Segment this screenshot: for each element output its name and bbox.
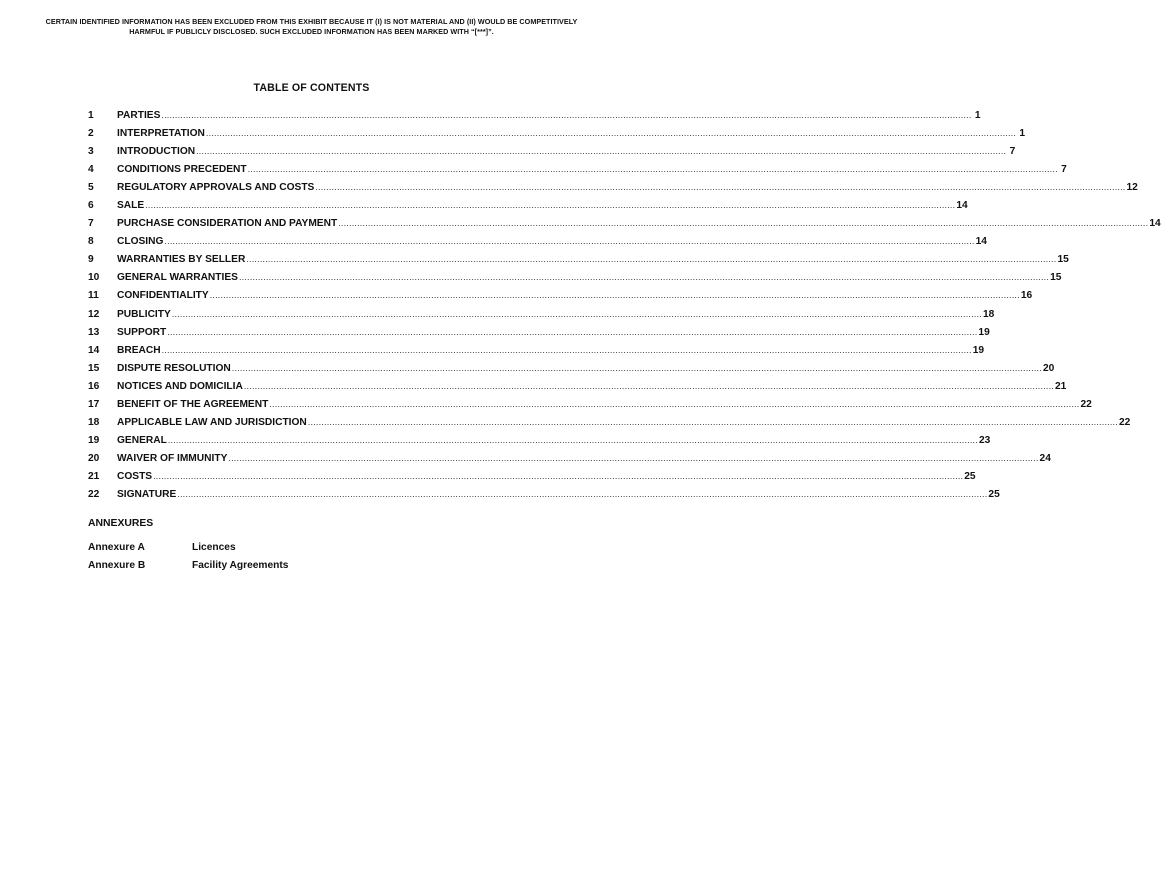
toc-entry-heading: REGULATORY APPROVALS AND COSTS [117, 182, 315, 194]
toc-entry-number: 11 [88, 290, 99, 302]
toc-entry-number: 16 [88, 380, 100, 392]
toc-entry-page: 22 [1118, 416, 1131, 428]
toc-entry-number: 14 [88, 344, 100, 356]
toc-entry [88, 308, 995, 327]
toc-dot-leader: ............................................................................................................................................................................................................................................................................................................ [238, 272, 1050, 283]
toc-entry-page: 19 [978, 326, 990, 338]
toc-entry-number: 2 [88, 128, 94, 140]
toc-entry [88, 470, 976, 489]
toc-entry-page: 16 [1020, 290, 1033, 302]
toc-entry-number: 17 [88, 398, 100, 410]
toc-entry-number: 5 [88, 182, 94, 194]
toc-entry-number: 18 [88, 416, 100, 428]
toc-entry-heading: PUBLICITY [117, 308, 171, 320]
toc-entry-heading: BENEFIT OF THE AGREEMENT [117, 398, 269, 410]
toc-entry-number: 20 [88, 452, 100, 464]
toc-entry-number: 12 [88, 308, 100, 320]
toc-entry-heading: GENERAL WARRANTIES [117, 272, 238, 284]
toc-entry-heading: PURCHASE CONSIDERATION AND PAYMENT [117, 218, 338, 230]
toc-entry-page: 7 [1009, 146, 1016, 158]
toc-entry [88, 164, 1067, 182]
toc-dot-leader: ............................................................................................................................................................................................................................................................................................................ [167, 434, 978, 445]
annexure-item [88, 560, 288, 578]
toc-entry-heading: APPLICABLE LAW AND JURISDICTION [117, 416, 307, 428]
toc-entry-number: 1 [88, 110, 94, 121]
toc-entry-heading: WAIVER OF IMMUNITY [117, 452, 228, 464]
toc-entry-heading: WARRANTIES BY SELLER [117, 254, 246, 266]
toc-entry-page: 14 [975, 236, 987, 248]
toc-entry-page: 19 [972, 344, 985, 356]
toc-entry-number: 4 [88, 164, 94, 176]
toc-dot-leader: ............................................................................................................................................................................................................................................................................................................ [161, 110, 972, 120]
toc-entry-page: 15 [1057, 254, 1069, 266]
toc-entry-heading: PARTIES [117, 110, 161, 121]
toc-entry-number: 3 [88, 146, 94, 158]
toc-dot-leader: ............................................................................................................................................................................................................................................................................................................ [247, 164, 1058, 175]
toc-dot-leader: ............................................................................................................................................................................................................................................................................................................ [145, 200, 956, 211]
toc-entry [88, 200, 968, 218]
toc-entry-number: 6 [88, 200, 94, 212]
annexure-label: Annexure B [88, 560, 146, 571]
toc-entry-heading: SALE [117, 200, 145, 212]
toc-entry [88, 398, 1092, 417]
toc-entry [88, 434, 991, 453]
toc-entry-page: 22 [1080, 398, 1092, 410]
toc-dot-leader: ............................................................................................................................................................................................................................................................................................................ [153, 470, 964, 481]
toc-entry-number: 9 [88, 254, 94, 266]
toc-entry-heading: INTRODUCTION [117, 146, 196, 158]
toc-entry-number: 22 [88, 488, 100, 500]
toc-entry-page: 23 [978, 434, 991, 446]
toc-dot-leader: ............................................................................................................................................................................................................................................................................................................ [205, 128, 1017, 139]
toc-entry-number: 10 [88, 272, 100, 284]
toc-dot-leader: ............................................................................................................................................................................................................................................................................................................ [167, 326, 978, 337]
toc-dot-leader: ............................................................................................................................................................................................................................................................................................................ [231, 362, 1042, 373]
toc-entry [88, 416, 1131, 435]
toc-entry-page: 24 [1039, 452, 1051, 464]
annexures-list [88, 542, 288, 578]
toc-entry-page: 18 [982, 308, 995, 320]
toc-entry [88, 344, 985, 363]
toc-entry [88, 488, 1000, 507]
annexure-label: Annexure A [88, 542, 145, 553]
toc-dot-leader: ............................................................................................................................................................................................................................................................................................................ [228, 452, 1039, 463]
toc-entry [88, 218, 1161, 236]
toc-entry-page: 20 [1042, 362, 1055, 374]
toc-entry-page: 25 [964, 470, 976, 482]
toc-entry-number: 7 [88, 218, 94, 230]
toc-entry [88, 272, 1062, 290]
toc-entry-number: 21 [88, 470, 100, 482]
toc-dot-leader: ............................................................................................................................................................................................................................................................................................................ [177, 488, 988, 499]
toc-entry [88, 236, 987, 254]
toc-entry [88, 254, 1069, 272]
toc-entry [88, 128, 1026, 146]
toc-dot-leader: ............................................................................................................................................................................................................................................................................................................ [307, 416, 1118, 427]
toc-entry-page: 7 [1061, 164, 1067, 176]
toc-entry-page: 14 [1149, 218, 1161, 230]
toc-title: TABLE OF CONTENTS [253, 82, 370, 94]
toc-entry-heading: SUPPORT [117, 326, 167, 338]
toc-dot-leader: ............................................................................................................................................................................................................................................................................................................ [209, 290, 1020, 301]
toc-entry-heading: NOTICES AND DOMICILIA [117, 380, 243, 392]
annexure-title: Facility Agreements [192, 560, 289, 571]
toc-dot-leader: ............................................................................................................................................................................................................................................................................................................ [161, 344, 972, 355]
toc-entry-page: 14 [956, 200, 968, 212]
toc-entry-heading: INTERPRETATION [117, 128, 205, 140]
toc-entry [88, 182, 1138, 200]
toc-entry-page: 1 [1019, 128, 1026, 140]
toc-entry [88, 380, 1067, 399]
toc-entry [88, 362, 1055, 381]
toc-entry-number: 8 [88, 236, 94, 248]
toc-entry-page: 15 [1050, 272, 1062, 284]
toc-entry-page: 12 [1126, 182, 1138, 194]
toc-entry-page: 21 [1055, 380, 1067, 392]
toc-dot-leader: ............................................................................................................................................................................................................................................................................................................ [196, 146, 1007, 157]
toc-entry-heading: CONDITIONS PRECEDENT [117, 164, 247, 176]
table-of-contents [88, 110, 1161, 507]
toc-entry [88, 326, 990, 345]
toc-entry-heading: SIGNATURE [117, 488, 177, 500]
toc-entry-number: 19 [88, 434, 100, 446]
toc-entry-page: 25 [988, 488, 1000, 500]
toc-entry-heading: BREACH [117, 344, 161, 356]
toc-entry-number: 13 [88, 326, 100, 338]
toc-dot-leader: ............................................................................................................................................................................................................................................................................................................ [164, 236, 975, 247]
toc-dot-leader: ............................................................................................................................................................................................................................................................................................................ [171, 308, 982, 319]
annexure-item [88, 542, 288, 560]
toc-dot-leader: ............................................................................................................................................................................................................................................................................................................ [243, 380, 1054, 391]
toc-entry [88, 452, 1051, 471]
exhibit-disclaimer: CERTAIN IDENTIFIED INFORMATION HAS BEEN EXCLUDED FROM THIS EXHIBIT BECAUSE IT (I) IS NOT MATERIAL AND (II) WOULD BE COMPETITIVELY HARMFUL IF PUBLICLY DISCLOSED. SUCH EXCLUDED INFORMATION HAS BEEN MARKED WITH “[***]”. [45, 17, 578, 36]
toc-entry [88, 290, 1033, 308]
toc-entry-heading: CLOSING [117, 236, 164, 248]
toc-dot-leader: ............................................................................................................................................................................................................................................................................................................ [246, 254, 1057, 265]
toc-entry-heading: CONFIDENTIALITY [117, 290, 209, 302]
toc-entry-heading: DISPUTE RESOLUTION [117, 362, 231, 374]
annexures-title: ANNEXURES [88, 518, 154, 529]
annexure-title: Licences [192, 542, 236, 553]
toc-entry-heading: COSTS [117, 470, 153, 482]
toc-dot-leader: ............................................................................................................................................................................................................................................................................................................ [315, 182, 1126, 193]
toc-entry-number: 15 [88, 362, 100, 374]
toc-dot-leader: ............................................................................................................................................................................................................................................................................................................ [338, 218, 1149, 229]
toc-entry [88, 110, 981, 128]
toc-entry [88, 146, 1016, 164]
toc-dot-leader: ............................................................................................................................................................................................................................................................................................................ [269, 398, 1080, 409]
toc-entry-heading: GENERAL [117, 434, 167, 446]
toc-entry-page: 1 [974, 110, 981, 121]
